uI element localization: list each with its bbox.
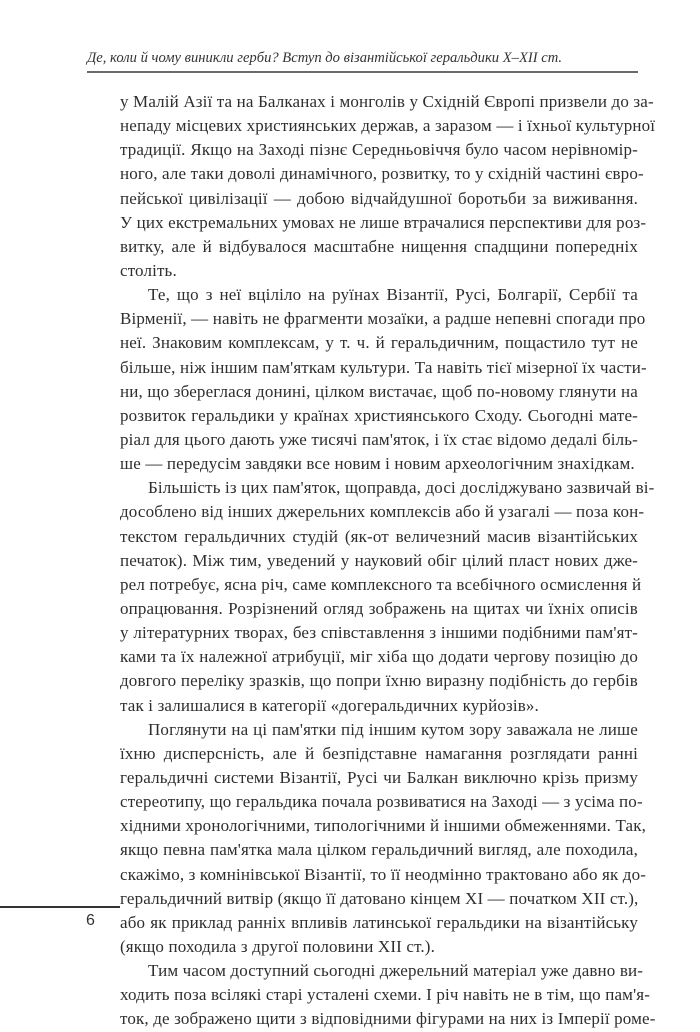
footer-rule — [0, 906, 120, 908]
text-line: ками та їх належної атрибуції, міг хіба що додати чергову позицію до — [120, 647, 638, 667]
text-line: ріал для цього дають уже тисячі пам'яток, і їх стає відомо дедалі біль- — [120, 429, 638, 449]
running-head-title: Де, коли й чому виникли герби? Вступ до візантійської геральдики X–XII ст. — [87, 50, 563, 66]
text-line: геральдичні системи Візантії, Русі чи Балкан виключно крізь призму — [120, 767, 638, 787]
text-line: опрацювання. Розрізнений огляд зображень на щитах чи їхніх описів — [120, 598, 638, 618]
text-line: довгого переліку зразків, що попри їхню виразну подібність до гербів — [120, 671, 638, 691]
body-text — [120, 90, 656, 1031]
page-number: 6 — [86, 912, 95, 929]
text-line: Вірменії, — навіть не фрагменти мозаїки, а радше непевні спогади про — [120, 309, 646, 329]
text-line: неї. Знаковим комплексам, у т. ч. й геральдичним, пощастило тут не — [120, 333, 638, 353]
text-line: геральдичний витвір (якщо її датовано кінцем XI — початком XII ст.), — [120, 888, 639, 908]
text-line: витку, але й відбувалося масштабне нищення спадщини попередніх — [120, 236, 638, 256]
text-line: розвиток геральдики у країнах християнського Сходу. Сьогодні мате- — [120, 405, 638, 425]
text-line: стереотипу, що геральдика почала розвиватися на Заході — з усіма по- — [120, 792, 643, 812]
text-line: століть. — [120, 260, 177, 280]
text-line: ного, але таки доволі динамічного, розвитку, то у східній частині євро- — [120, 164, 644, 184]
text-line: якщо певна пам'ятка мала цілком геральдичний вигляд, але походила, — [120, 840, 638, 860]
text-line: (якщо походила з другої половини XII ст.). — [120, 936, 435, 956]
text-line: дособлено від інших джерельних комплексів або й узагалі — поза кон- — [120, 502, 645, 522]
text-line: або як приклад ранніх впливів латинської геральдики на візантійську — [120, 912, 638, 932]
text-line: у Малій Азії та на Балканах і монголів у Східній Європі призвели до за- — [120, 92, 654, 111]
paragraph-start-line: Те, що з неї вціліло на руїнах Візантії, Русі, Болгарії, Сербії та — [148, 285, 638, 305]
text-line: ше — передусім завдяки все новим і новим археологічним знахідкам. — [120, 454, 635, 474]
text-line: печаток). Між тим, уведений у науковий обіг цілий пласт нових дже- — [120, 550, 638, 570]
text-line: ни, що збереглася донині, цілком вистачає, щоб по-новому глянути на — [120, 381, 638, 401]
paragraph-start-line: Більшість із цих пам'яток, щоправда, досі досліджувано зазвичай ві- — [148, 478, 655, 498]
text-line: непаду місцевих християнських держав, а заразом — і їхньої культурної — [120, 116, 656, 136]
text-line: У цих екстремальних умовах не лише втрачалися перспективи для роз- — [120, 212, 647, 232]
text-line: ходить поза всілякі старі усталені схеми. І річ навіть не в тім, що пам'я- — [120, 985, 651, 1005]
text-line: ток, де зображено щити з відповідними фігурами на них із Імперії роме- — [120, 1009, 656, 1029]
text-line: у літературних творах, без співставлення з іншими подібними пам'ят- — [120, 623, 638, 643]
text-line: так і залишалися в категорії «догеральдичних курйозів». — [120, 695, 539, 715]
paragraph-start-line: Поглянути на ці пам'ятки під іншим кутом зору заважала не лише — [148, 719, 638, 739]
text-line: скажімо, з комнінівської Візантії, то її неодмінно трактовано або як до- — [120, 864, 647, 884]
text-line: хідними хронологічними, типологічними й іншими обмеженнями. Так, — [120, 816, 647, 836]
text-line: пейської цивілізації — добою відчайдушної боротьби за виживання. — [120, 188, 638, 208]
header-rule — [87, 71, 638, 73]
text-line: традиції. Якщо на Заході пізнє Середньовіччя було часом нерівномір- — [120, 140, 638, 160]
text-line: більше, ніж іншим пам'яткам культури. Та навіть тієї мізерної їх части- — [120, 357, 647, 377]
text-line: рел потребує, ясна річ, саме комплексного та всебічного осмислення й — [120, 574, 642, 594]
paragraph-start-line: Тим часом доступний сьогодні джерельний матеріал уже давно ви- — [148, 961, 644, 981]
text-line: їхню дисперсність, але й безпідставне намагання розглядати ранні — [120, 743, 638, 763]
text-line: текстом геральдичних студій (як-от величезний масив візантійських — [120, 526, 638, 546]
